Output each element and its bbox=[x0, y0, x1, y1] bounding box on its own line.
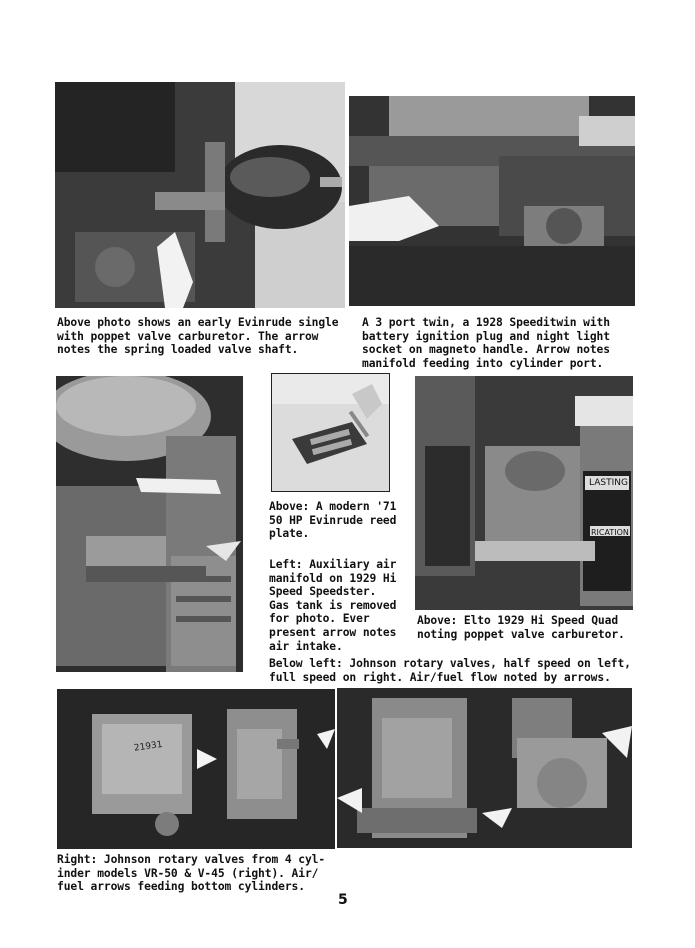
photo-1928-speeditwin bbox=[349, 96, 635, 306]
caption-early-evinrude: Above photo shows an early Evinrude single with poppet valve carburetor. The arrow notes the spring loaded valve shaft. bbox=[57, 316, 339, 357]
caption-speedster-manifold: Left: Auxiliary air manifold on 1929 Hi Speed Speedster. Gas tank is removed for photo. Ever present arrow notes air intake. bbox=[269, 558, 397, 653]
photo-johnson-rotary-valves-4cyl bbox=[337, 688, 632, 848]
photo-1929-speedster-air-manifold bbox=[56, 376, 243, 672]
elto-tank-label: LASTING bbox=[589, 478, 628, 488]
caption-johnson-rotary-half-full: Below left: Johnson rotary valves, half speed on left, full speed on right. Air/fuel flow noted by arrows. bbox=[269, 657, 631, 684]
photo-early-evinrude-carburetor bbox=[55, 82, 345, 308]
photo-johnson-rotary-valves-half-full bbox=[57, 689, 335, 849]
johnson-casting-number: 21931 bbox=[133, 739, 164, 754]
caption-reed-plate: Above: A modern '71 50 HP Evinrude reed plate. bbox=[269, 500, 397, 541]
caption-elto-quad: Above: Elto 1929 Hi Speed Quad noting poppet valve carburetor. bbox=[417, 614, 625, 641]
photo-elto-1929-quad-carburetor bbox=[415, 376, 633, 610]
photo-1971-evinrude-reed-plate bbox=[271, 373, 390, 492]
caption-johnson-rotary-4cyl: Right: Johnson rotary valves from 4 cyl- inder models VR-50 & V-45 (right). Air/ fuel arrows feeding bottom cylinders. bbox=[57, 853, 326, 894]
caption-speeditwin: A 3 port twin, a 1928 Speeditwin with battery ignition plug and night light socket on magneto handle. Arrow notes manifold feeding into cylinder port. bbox=[362, 316, 610, 370]
page-number: 5 bbox=[338, 892, 348, 908]
elto-tank-label-2: RICATION bbox=[591, 528, 629, 537]
